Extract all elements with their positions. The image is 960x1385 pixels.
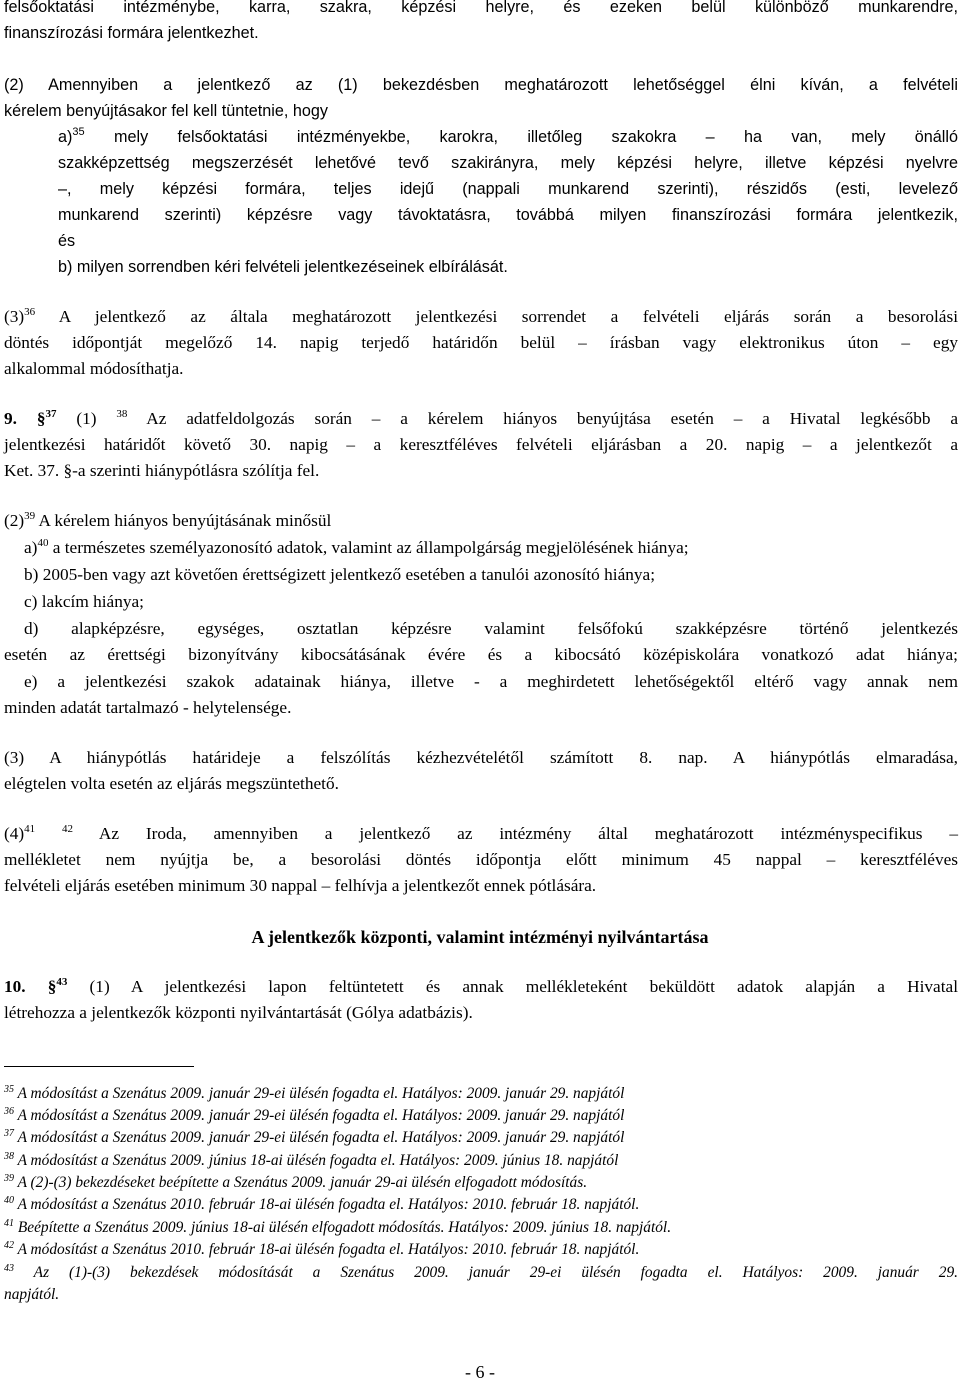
footnote-ref[interactable]: 35 [72,126,85,138]
paragraph-line [24,535,689,561]
paragraph-line: alkalommal módosíthatja. [4,359,184,378]
line-text: (1) A jelentkezési lapon feltüntetett és annak mellékleteként beküldött adatok alapján a Hivatal [67,977,958,996]
paragraph-line: kérelem benyújtásakor fel kell tüntetnie, hogy [4,102,328,120]
footnote-ref[interactable]: 39 [24,510,36,522]
footnote-number: 35 [4,1084,14,1095]
line-text: a természetes személyazonosító adatok, valamint az állampolgárság megjelölésének hiánya; [48,538,689,557]
footnote-text: A módosítást a Szenátus 2009. június 18-ai ülésén fogadta el. Hatályos: 2009. június 18. napjától [14,1152,619,1169]
item-marker: a) [58,128,73,146]
paragraph-line: b) milyen sorrendben kéri felvételi jelentkezéseinek elbírálását. [58,258,508,276]
footnote-ref[interactable]: 40 [37,537,49,549]
line-text: Az adatfeldolgozás során ‒ a kérelem hiányos benyújtása esetén ‒ a Hivatal legkésőbb a [127,409,959,428]
paragraph-line: létrehozza a jelentkezők központi nyilvántartását (Gólya adatbázis). [4,1003,473,1022]
footnote-text: A módosítást a Szenátus 2009. január 29-ei ülésén fogadta el. Hatályos: 2009. január 29. napjától [14,1107,625,1124]
footnote-text: A módosítást a Szenátus 2010. február 18-ai ülésén fogadta el. Hatályos: 2010. február 18. napjától. [14,1241,640,1258]
footnote [4,1194,639,1216]
line-text: A kérelem hiányos benyújtásának minősül [35,511,332,530]
paragraph-line: ‒, mely képzési formára, teljes idejű (nappali munkarend szerinti), részidős (esti, levelező [58,180,958,198]
section-number: 10. [4,977,26,996]
paragraph-line [4,821,958,847]
paragraph-line: szakképzettség megszerzését lehetővé tevő szakirányra, mely képzési helyre, illetve képzési nyelvre [58,154,958,172]
paragraph-line: Ket. 37. §-a szerinti hiánypótlásra szólítja fel. [4,461,320,480]
paragraph-line: munkarend szerinti) képzésre vagy távoktatásra, továbbá milyen finanszírozási formára jelentkezik, [58,206,958,224]
footnote-ref[interactable]: 36 [24,306,36,318]
section-heading: A jelentkezők központi, valamint intézményi nyilvántartása [251,927,709,947]
footnote-number: 37 [4,1128,14,1139]
line-text: (2) [4,511,25,530]
footnote-ref[interactable]: 41 [24,823,36,835]
footnote [4,1172,587,1194]
paragraph-line: (3) A hiánypótlás határideje a felszólítás kézhezvételétől számított 8. nap. A hiánypótlás elmaradása, [4,748,958,767]
paragraph-line: d) alapképzésre, egységes, osztatlan képzésre valamint felsőfokú szakképzésre történő jelentkezés [24,619,958,638]
footnote-text: A (2)-(3) bekezdéseket beépítette a Szenátus 2009. január 29-ai ülésén elfogadott módosítás. [14,1174,588,1191]
line-text: a) [24,538,38,557]
footnote [4,1217,671,1239]
paragraph-line [4,304,958,330]
page-number: - 6 - [465,1362,495,1382]
paragraph-line: mellékletet nem nyújtja be, a besorolási döntés időpontja előtt minimum 45 nappal ‒ keresztféléves [4,850,958,869]
footnote-number: 42 [4,1240,14,1251]
footnote [4,1127,624,1149]
paragraph-line: jelentkezési határidőt követő 30. napig ‒ a keresztféléves felvételi eljárásban a 20. napig ‒ a jelentkezőt a [4,435,958,454]
footnote [4,1083,624,1105]
footnote-number: 43 [4,1263,14,1274]
paragraph-line: 9. §$^{37}$ (1) $^{38}$ Az adatfeldolgozás során ‒ a kérelem hiányos benyújtása esetén ‒ a Hivatal legkésőbb a [4,408,959,428]
paragraph-line: és [58,232,76,250]
line-text: mely felsőoktatási intézményekbe, karokra, illetőleg szakokra ‒ ha van, mely önálló [84,128,958,146]
footnote-separator [4,1066,194,1067]
line-text: (3) [4,307,25,326]
footnote [4,1262,958,1284]
footnote-number: 41 [4,1218,14,1229]
footnote-ref[interactable]: 38 [116,408,128,420]
paragraph-line [4,508,331,534]
paragraph-line: (2) Amennyiben a jelentkező az (1) bekezdésben meghatározott lehetőséggel élni kíván, a felvételi [4,76,958,94]
footnote [4,1105,624,1127]
line-text: (1) [56,409,117,428]
footnote-number: 39 [4,1173,14,1184]
paragraph-line: minden adatát tartalmazó - helytelensége. [4,698,292,717]
line-text: A jelentkező az általa meghatározott jelentkezési sorrendet a felvételi eljárás során a besorolási [35,307,958,326]
paragraph-line: finanszírozási formára jelentkezhet. [4,24,259,42]
line-text: Az Iroda, amennyiben a jelentkező az intézmény által meghatározott intézményspecifikus ‒ [73,824,958,843]
footnote-text: A módosítást a Szenátus 2009. január 29-ei ülésén fogadta el. Hatályos: 2009. január 29. napjától [14,1129,625,1146]
footnote-number: 40 [4,1195,14,1206]
footnote-text: A módosítást a Szenátus 2009. január 29-ei ülésén fogadta el. Hatályos: 2009. január 29. napjától [14,1085,625,1102]
footnote-text: Az (1)-(3) bekezdések módosítását a Szenátus 2009. január 29-ei ülésén fogadta el. Hatályos: 2009. január 29. [14,1264,958,1281]
paragraph-line: döntés időpontját megelőző 14. napig terjedő határidőn belül ‒ írásban vagy elektronikus úton ‒ egy [4,333,958,352]
footnote-ref[interactable]: 42 [62,823,73,835]
footnote [4,1150,618,1172]
footnote-number: 38 [4,1151,14,1162]
footnote [4,1239,639,1261]
line-text: (4) [4,824,25,843]
paragraph-line [58,124,958,150]
footnote-text: Beépítette a Szenátus 2009. június 18-ai ülésén elfogadott módosítás. Hatályos: 2009. június 18. napjától. [14,1219,672,1236]
footnote-ref[interactable]: 37 [45,408,57,420]
paragraph-line: c) lakcím hiánya; [24,592,144,611]
paragraph-line: b) 2005-ben vagy azt követően érettségizett jelentkező esetében a tanulói azonosító hiánya; [24,565,656,584]
footnote: napjától. [4,1286,60,1303]
paragraph-line: felsőoktatási intézménybe, karra, szakra, képzési helyre, és ezeken belül különböző munkarendre, [4,0,958,16]
paragraph-line: esetén az érettségi bizonyítvány kibocsátásának évére és a kibocsátó középiskolára vonatkozó adat hiánya; [4,645,958,664]
paragraph-line: 10. §$^{43}$ (1) A jelentkezési lapon feltüntetett és annak mellékleteként beküldött adatok alapján a Hivatal [4,976,958,996]
paragraph-line: felvételi eljárás esetében minimum 30 nappal ‒ felhívja a jelentkezőt ennek pótlására. [4,876,597,895]
footnote-number: 36 [4,1106,14,1117]
section-number: 9. [4,409,17,428]
paragraph-line: elégtelen volta esetén az eljárás megszüntethető. [4,774,339,793]
paragraph-line: e) a jelentkezési szakok adatainak hiánya, illetve - a meghirdetett lehetőségektől eltérő vagy annak nem [24,672,958,691]
footnote-ref[interactable]: 43 [56,976,68,988]
footnote-text: A módosítást a Szenátus 2010. február 18-ai ülésén fogadta el. Hatályos: 2010. február 18. napjától. [14,1196,640,1213]
